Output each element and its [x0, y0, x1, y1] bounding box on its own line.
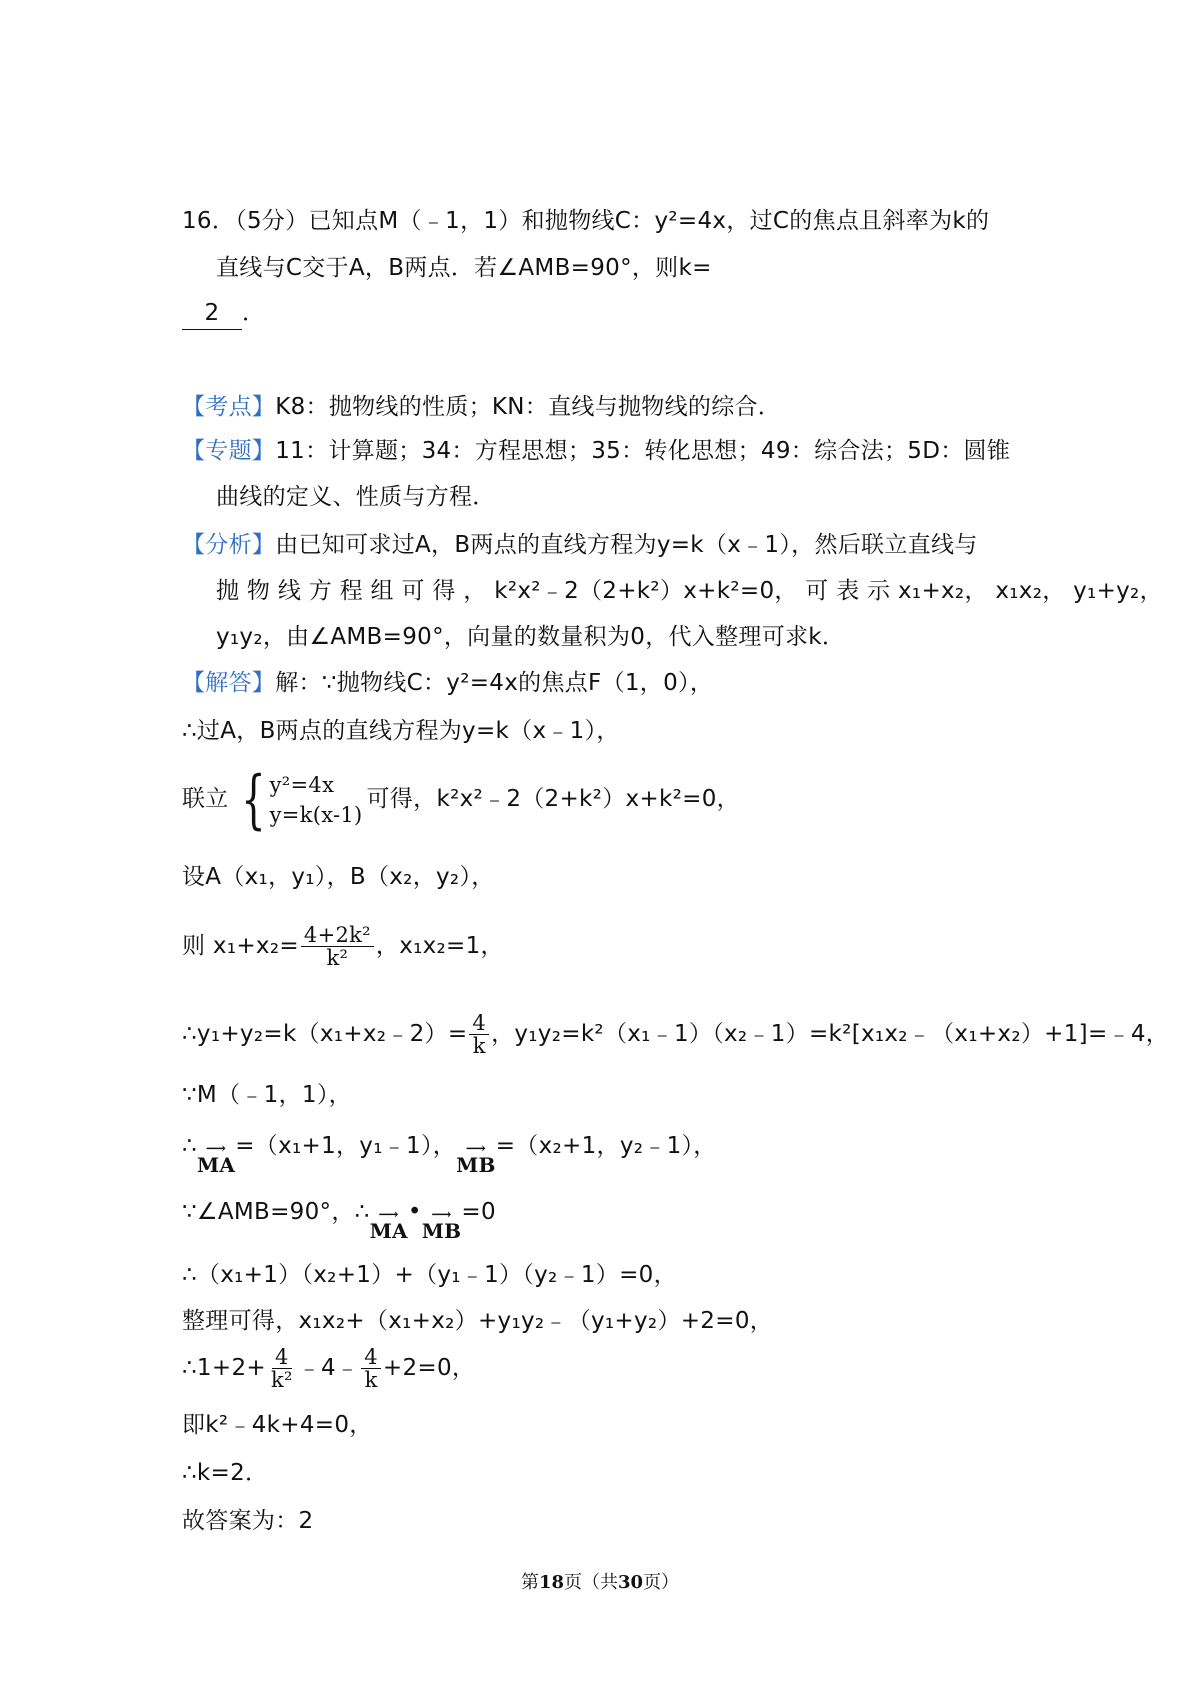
line9-suffix: =0 [461, 1199, 496, 1225]
kaodian-line [182, 392, 781, 422]
fraction-numerator: 4 [469, 1012, 489, 1035]
vector-ma [369, 1207, 408, 1243]
fraction-numerator: 4 [361, 1346, 381, 1369]
answer-line [182, 298, 265, 330]
zhuanti-text-1: 11：计算题；34：方程思想；35：转化思想；49：综合法；5D：圆锥 [275, 438, 1011, 464]
page-footer [0, 1568, 1200, 1594]
fraction-numerator: 4+2k² [301, 924, 374, 947]
line12-middle: ﹣4﹣ [297, 1355, 360, 1381]
dot-product-sign: • [407, 1199, 422, 1225]
footer-page-number: 18 [538, 1572, 564, 1593]
brace-icon: { [240, 762, 266, 837]
line12-suffix: +2=0， [382, 1355, 476, 1381]
line6-suffix: ，y₁y₂=k²（x₁﹣1）（x₂﹣1）=k²[x₁x₂﹣（x₁+x₂）+1]=﹣4， [491, 1021, 1170, 1047]
line8-middle: =（x₁+1，y₁﹣1）， [235, 1133, 457, 1159]
vector-arrow-icon: ⟶ [205, 1141, 227, 1157]
jieda-line-3 [182, 762, 740, 837]
system-eq-1: y²=4x [269, 772, 335, 797]
fenxi-line-2: 抛 物 线 方 程 组 可 得 ， k²x²﹣2（2+k²）x+k²=0， 可 表 示 x₁+x₂， x₁x₂， y₁+y₂， [216, 578, 1163, 604]
jieda-text-1: 解：∵抛物线C：y²=4x的焦点F（1，0）， [275, 670, 714, 696]
vector-mb-label: MB [456, 1153, 496, 1177]
vector-arrow-icon: ⟶ [431, 1207, 452, 1223]
vector-ma-label: MA [369, 1219, 408, 1243]
jieda-line-11: 整理可得，x₁x₂+（x₁+x₂）+y₁y₂﹣（y₁+y₂）+2=0， [182, 1308, 774, 1334]
jieda-text-3: 可得，k²x²﹣2（2+k²）x+k²=0， [366, 786, 740, 812]
jieda-line-10: ∴（x₁+1）（x₂+1）+（y₁﹣1）（y₂﹣1）=0， [182, 1262, 677, 1288]
vector-ma [196, 1141, 236, 1177]
line6-prefix: ∴y₁+y₂=k（x₁+x₂﹣2）= [182, 1021, 468, 1047]
vector-mb [456, 1141, 496, 1177]
fenxi-text-1: 由已知可求过A，B两点的直线方程为y=k（x﹣1），然后联立直线与 [275, 532, 978, 558]
vector-ma-label: MA [196, 1153, 236, 1177]
jieda-line-14: ∴k=2． [182, 1460, 269, 1486]
vector-mb-label: MB [421, 1219, 462, 1243]
vector-arrow-icon: ⟶ [378, 1207, 399, 1223]
line9-prefix: ∵∠AMB=90°，∴ [182, 1199, 370, 1225]
jieda-line-9 [182, 1190, 496, 1242]
jieda-line-8 [182, 1124, 717, 1176]
fraction-numerator: 4 [272, 1346, 292, 1369]
kaodian-tag: 【考点】 [182, 394, 276, 420]
line8-suffix: =（x₂+1，y₂﹣1）， [495, 1133, 717, 1159]
jieda-line-15: 故答案为：2 [182, 1508, 314, 1534]
zhuanti-line-1 [182, 436, 1010, 466]
footer-prefix: 第 [520, 1572, 539, 1593]
line5-prefix: 则 x₁+x₂= [182, 933, 299, 959]
jieda-tag: 【解答】 [182, 670, 276, 696]
jieda-line-2: ∴过A，B两点的直线方程为y=k（x﹣1）， [182, 718, 620, 744]
fraction-denominator: k² [270, 1368, 293, 1392]
vector-arrow-icon: ⟶ [465, 1141, 487, 1157]
fenxi-line-3: y₁y₂，由∠AMB=90°，向量的数量积为0，代入整理可求k． [216, 624, 846, 650]
kaodian-text: K8：抛物线的性质；KN：直线与抛物线的综合． [275, 394, 782, 420]
fraction-denominator: k [364, 1368, 378, 1392]
jieda-line-6 [182, 1006, 1169, 1062]
fraction-denominator: k [472, 1034, 486, 1058]
question-line-2: 直线与C交于A，B两点．若∠AMB=90°，则k= [216, 255, 712, 281]
fraction-sum-x [301, 924, 374, 969]
zhuanti-tag: 【专题】 [182, 438, 276, 464]
jieda-line-4: 设A（x₁，y₁），B（x₂，y₂）， [182, 864, 495, 890]
jieda-line-12 [182, 1340, 475, 1396]
fenxi-line-1 [182, 530, 978, 560]
answer-end-mark: ． [242, 300, 266, 326]
jieda-line-7: ∵M（﹣1，1）， [182, 1082, 352, 1108]
line12-prefix: ∴1+2+ [182, 1355, 266, 1381]
footer-suffix: 页） [643, 1572, 680, 1593]
system-eq-2: y=k(x-1) [269, 802, 363, 827]
vector-mb [421, 1207, 462, 1243]
line8-prefix: ∴ [182, 1133, 197, 1159]
zhuanti-line-2: 曲线的定义、性质与方程． [216, 484, 496, 510]
jieda-line-13: 即k²﹣4k+4=0， [182, 1412, 373, 1438]
fraction-one [268, 1346, 296, 1391]
lianli-label: 联立 [182, 786, 229, 812]
equation-system [233, 762, 363, 837]
fraction-sum-y [469, 1012, 489, 1057]
jieda-line-1 [182, 668, 713, 698]
footer-total-pages: 30 [618, 1572, 644, 1593]
fraction-denominator: k² [326, 946, 349, 970]
fenxi-tag: 【分析】 [182, 532, 276, 558]
footer-middle: 页（共 [564, 1572, 618, 1593]
question-line-1: 16．（5分）已知点M（﹣1，1）和抛物线C：y²=4x，过C的焦点且斜率为k的 [182, 208, 990, 234]
line5-suffix: ，x₁x₂=1， [375, 933, 504, 959]
fraction-two [361, 1346, 381, 1391]
jieda-line-5 [182, 918, 504, 974]
answer-blank: 2 [182, 298, 242, 330]
